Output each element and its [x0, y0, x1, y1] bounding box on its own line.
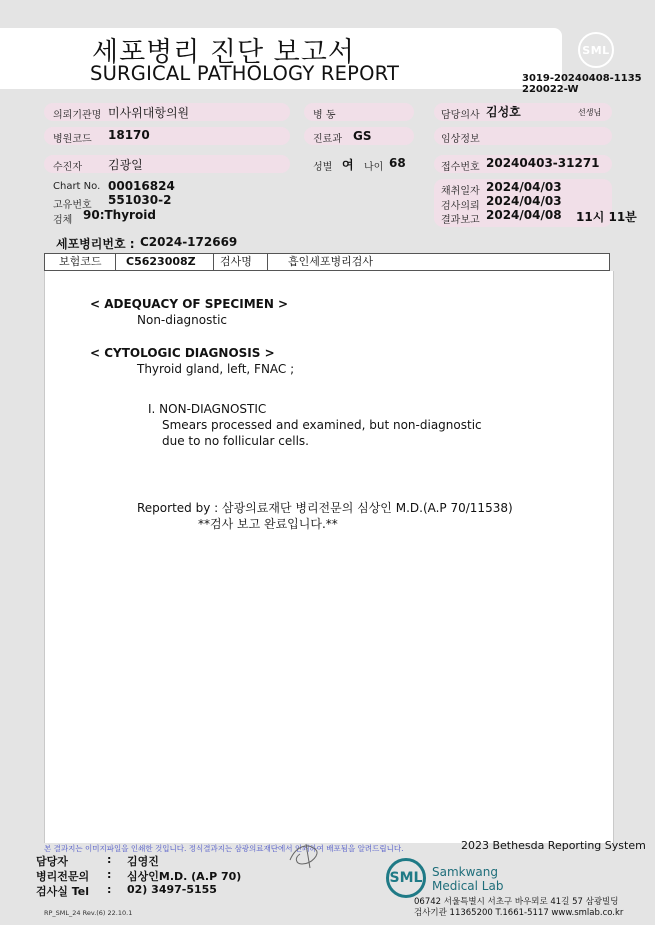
lab-tel-label: 검사실 Tel — [36, 885, 89, 898]
hospital-code-value: 18170 — [108, 128, 150, 142]
age-label: 나이 — [364, 162, 384, 173]
image-notice: 본 결과지는 이미지파일을 인쇄한 것입니다. 정식결과지는 삼광의료재단에서 인쇄하여 배포됨을 알려드립니다. — [44, 844, 404, 853]
doctor-label: 담당의사 — [441, 110, 480, 121]
collected-label: 채취일자 — [441, 186, 480, 197]
report-title-english: SURGICAL PATHOLOGY REPORT — [90, 62, 400, 85]
report-complete-note: **검사 보고 완료입니다.** — [198, 517, 338, 531]
bethesda-system: 2023 Bethesda Reporting System — [461, 839, 646, 852]
age-value: 68 — [389, 156, 406, 170]
test-name-label: 검사명 — [214, 254, 268, 270]
chart-value: 00016824 — [108, 179, 175, 193]
requested-value: 2024/04/03 — [486, 194, 562, 208]
manager-label: 담당자 — [36, 855, 68, 868]
requested-label: 검사의뢰 — [441, 201, 480, 212]
clinical-info-label: 임상정보 — [441, 134, 480, 145]
unique-no-label: 고유번호 — [53, 200, 92, 211]
diagnosis-site: Thyroid gland, left, FNAC ; — [137, 362, 295, 376]
document-code: 3019-20240408-1135 — [522, 73, 642, 84]
form-code: RP_SML_24 Rev.(6) 22.10.1 — [44, 909, 133, 917]
test-table-header — [44, 253, 610, 271]
diagnosis-heading: < CYTOLOGIC DIAGNOSIS > — [90, 346, 275, 360]
pathologist-label: 병리전문의 — [36, 870, 90, 883]
manager-value: 김영진 — [127, 855, 159, 868]
report-title-korean: 세포병리 진단 보고서 — [92, 37, 355, 68]
reported-label: 결과보고 — [441, 215, 480, 226]
institution-label: 의뢰기관명 — [53, 110, 102, 121]
lab-address: 06742 서울특별시 서초구 바우뫼로 41길 57 삼광빌딩 — [414, 897, 619, 907]
department-value: GS — [353, 129, 372, 143]
brand-name-1: Samkwang — [432, 865, 498, 879]
reported-value: 2024/04/08 — [486, 208, 562, 222]
patient-value: 김광일 — [108, 158, 143, 172]
cytology-number-label: 세포병리번호 : — [56, 237, 135, 251]
diagnosis-line-1: Smears processed and examined, but non-diagnostic — [162, 418, 482, 432]
specimen-value: 90:Thyroid — [83, 208, 156, 222]
insurance-code-label: 보험코드 — [45, 254, 116, 270]
document-code-suffix: 220022-W — [522, 84, 579, 95]
unique-no-value: 551030-2 — [108, 193, 172, 207]
adequacy-heading: < ADEQUACY OF SPECIMEN > — [90, 297, 289, 311]
patient-label: 수진자 — [53, 162, 82, 173]
specimen-label: 검체 — [53, 215, 73, 226]
institution-value: 미사위대항의원 — [108, 106, 190, 120]
manager-colon: : — [107, 853, 112, 866]
receipt-label: 접수번호 — [441, 162, 480, 173]
signature-mark — [286, 838, 326, 874]
adequacy-value: Non-diagnostic — [137, 313, 228, 327]
lab-tel-colon: : — [107, 883, 112, 896]
brand-name-2: Medical Lab — [432, 879, 504, 893]
lab-info: 검사기관 11365200 T.1661-5117 www.smlab.co.kr — [414, 908, 624, 918]
diagnosis-item: I. NON-DIAGNOSTIC — [148, 402, 267, 416]
sex-label: 성별 — [313, 162, 333, 173]
receipt-value: 20240403-31271 — [486, 156, 600, 170]
lab-tel-value: 02) 3497-5155 — [127, 883, 217, 896]
ward-label: 병 동 — [313, 110, 336, 121]
department-label: 진료과 — [313, 134, 342, 145]
doctor-value: 김성호 — [486, 105, 521, 119]
pathologist-colon: : — [107, 868, 112, 881]
samkwang-logo: SML — [386, 858, 426, 898]
hospital-code-label: 병원코드 — [53, 134, 92, 145]
chart-label: Chart No. — [53, 181, 101, 192]
doctor-suffix: 선생님 — [578, 108, 602, 117]
diagnosis-line-2: due to no follicular cells. — [162, 434, 309, 448]
collected-value: 2024/04/03 — [486, 180, 562, 194]
insurance-code-value: C5623008Z — [116, 254, 214, 270]
cytology-number-value: C2024-172669 — [140, 235, 238, 249]
reported-time: 11시 11분 — [576, 210, 637, 224]
reported-by: Reported by : 삼광의료재단 병리전문의 심상인 M.D.(A.P 70/11538) — [137, 501, 513, 515]
test-name-value: 흡인세포병리검사 — [288, 255, 374, 268]
sex-value: 여 — [342, 158, 354, 172]
sml-logo: SML — [578, 32, 614, 68]
pathologist-value: 심상인M.D. (A.P 70) — [127, 870, 242, 883]
